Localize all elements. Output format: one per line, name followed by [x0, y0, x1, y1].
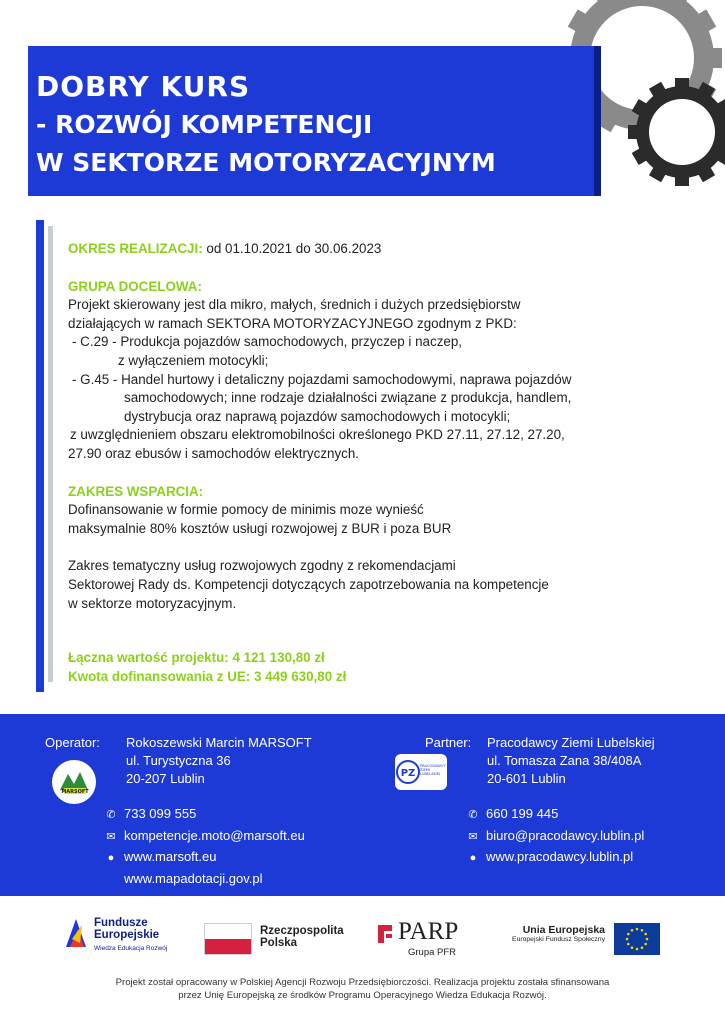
zakres-label: ZAKRES WSPARCIA:	[68, 483, 204, 499]
eu-value: Kwota dofinansowania z UE: 3 449 630,80 zł	[68, 668, 347, 684]
grupa-line: dystrybucja oraz naprawą pojazdów samochodowych i motocykli;	[124, 408, 511, 424]
grupa-line: - C.29 - Produkcja pojazdów samochodowych, przyczep i naczep,	[72, 334, 463, 350]
partner-city: 20-601 Lublin	[487, 771, 566, 786]
grupa-line: 27.90 oraz ebusów i samochodów elektrycznych.	[68, 445, 360, 461]
okres-label: OKRES REALIZACJI:	[68, 241, 203, 256]
fe-line-3: Wiedza Edukacja Rozwój	[94, 945, 168, 952]
grupa-label: GRUPA DOCELOWA:	[68, 278, 202, 294]
operator-phone[interactable]: 733 099 555	[124, 806, 197, 821]
rp-line-2: Polska	[260, 937, 298, 949]
zakres-line: Zakres tematyczny usług rozwojowych zgodny z rekomendacjami	[68, 558, 456, 574]
parp-text: PARP	[398, 918, 459, 945]
partner-street: ul. Tomasza Zana 38/408A	[487, 753, 642, 768]
marsoft-logo-text: MARSOFT	[61, 789, 89, 795]
rzeczpospolita-text	[260, 925, 344, 949]
pzl-logo-icon	[395, 754, 447, 790]
left-accent-bar	[36, 220, 44, 692]
grupa-line: samochodowych; inne rodzaje działalności związane z produkcja, handlem,	[124, 390, 572, 406]
parp-subtext: Grupa PFR	[408, 947, 457, 958]
title-line-2: - ROZWÓJ KOMPETENCJI	[36, 110, 373, 139]
operator-email[interactable]: kompetencje.moto@marsoft.eu	[124, 827, 305, 843]
disclaimer-line-1: Projekt został opracowany w Polskiej Agencji Rozwoju Przedsiębiorczości. Realizacja projektu została sfinansowana	[115, 977, 610, 988]
parp-logo-icon	[376, 923, 394, 945]
partner-name: Pracodawcy Ziemi Lubelskiej	[487, 735, 655, 750]
grupa-section	[68, 278, 668, 464]
globe-icon: ●	[469, 852, 477, 864]
operator-contacts	[104, 804, 305, 888]
main-content	[68, 240, 668, 686]
fundusze-europejskie-logo-icon	[62, 915, 90, 951]
okres-value: od 01.10.2021 do 30.06.2023	[202, 241, 382, 256]
globe-icon: ●	[107, 852, 115, 864]
operator-role: Operator:	[45, 735, 100, 750]
fe-line-1: Fundusze	[94, 917, 148, 929]
grupa-line: działających w ramach SEKTORA MOTORYZACYJNEGO zgodnym z PKD:	[68, 315, 517, 331]
grupa-line: - G.45 - Handel hurtowy i detaliczny pojazdami samochodowymi, naprawa pojazdów	[72, 371, 572, 387]
svg-text:PZ: PZ	[400, 768, 416, 779]
phone-icon: ✆	[468, 809, 478, 821]
operator-address	[126, 734, 312, 788]
zakres-line: Dofinansowanie w formie pomocy de minimis moze wynieść	[68, 502, 424, 518]
title-line-3: W SEKTORZE MOTORYZACYJNYM	[36, 148, 496, 177]
title-line-1: DOBRY KURS	[36, 70, 251, 103]
operator-city: 20-207 Lublin	[126, 771, 205, 786]
marsoft-logo-icon	[52, 760, 96, 804]
mail-icon: ✉	[468, 830, 478, 843]
partner-role: Partner:	[425, 735, 472, 750]
polish-flag-icon	[204, 923, 252, 955]
page-title	[36, 68, 496, 182]
contact-band	[0, 714, 725, 896]
partner-phone[interactable]: 660 199 445	[486, 806, 559, 821]
grupa-line: Projekt skierowany jest dla mikro, małych, średnich i dużych przedsiębiorstw	[68, 297, 521, 313]
left-accent-bar-gray	[48, 226, 53, 682]
mail-icon: ✉	[106, 830, 116, 843]
rp-line-1: Rzeczpospolita	[260, 925, 344, 937]
pzl-logo	[395, 754, 447, 790]
unia-europejska-text	[508, 924, 605, 943]
operator-street: ul. Turystyczna 36	[126, 753, 231, 768]
zakres-line: maksymalnie 80% kosztów usługi rozwojowej z BUR i poza BUR	[68, 520, 452, 536]
disclaimer-line-2: przez Unię Europejską ze środków Programu Operacyjnego Wiedza Edukacja Rozwój.	[178, 990, 547, 1001]
grupa-line: z uwzględnieniem obszaru elektromobilności określonego PKD 27.11, 27.12, 27.20,	[70, 427, 565, 443]
operator-name: Rokoszewski Marcin MARSOFT	[126, 735, 312, 750]
ue-line-2: Europejski Fundusz Społeczny	[512, 936, 605, 943]
eu-flag-icon	[614, 923, 660, 955]
zakres-tematyczny	[68, 557, 668, 613]
operator-web[interactable]: www.marsoft.eu	[124, 849, 217, 864]
fe-line-2: Europejskie	[94, 929, 160, 941]
grupa-line: z wyłączeniem motocykli;	[118, 352, 269, 368]
partner-contacts	[466, 804, 644, 869]
logos-row	[0, 905, 725, 975]
partner-address	[487, 734, 655, 788]
ue-line-1: Unia Europejska	[522, 924, 605, 936]
marsoft-logo	[52, 760, 96, 804]
values-section	[68, 649, 668, 686]
okres-section	[68, 240, 668, 259]
zakres-section	[68, 483, 668, 539]
fundusze-europejskie-text	[94, 917, 167, 955]
pzl-logo-text: PRACODAWCY ZIEMI LUBELSKIEJ	[420, 764, 446, 776]
total-value: Łączna wartość projektu: 4 121 130,80 zł	[68, 650, 325, 666]
zakres-line: w sektorze motoryzacyjnym.	[68, 595, 237, 611]
operator-web-2[interactable]: www.mapadotacji.gov.pl	[124, 870, 263, 886]
disclaimer	[0, 976, 725, 1002]
zakres-line: Sektorowej Rady ds. Kompetencji dotyczących zapotrzebowania na kompetencje	[68, 576, 549, 592]
phone-icon: ✆	[106, 809, 116, 821]
partner-email[interactable]: biuro@pracodawcy.lublin.pl	[486, 827, 645, 843]
partner-web[interactable]: www.pracodawcy.lublin.pl	[486, 849, 634, 864]
